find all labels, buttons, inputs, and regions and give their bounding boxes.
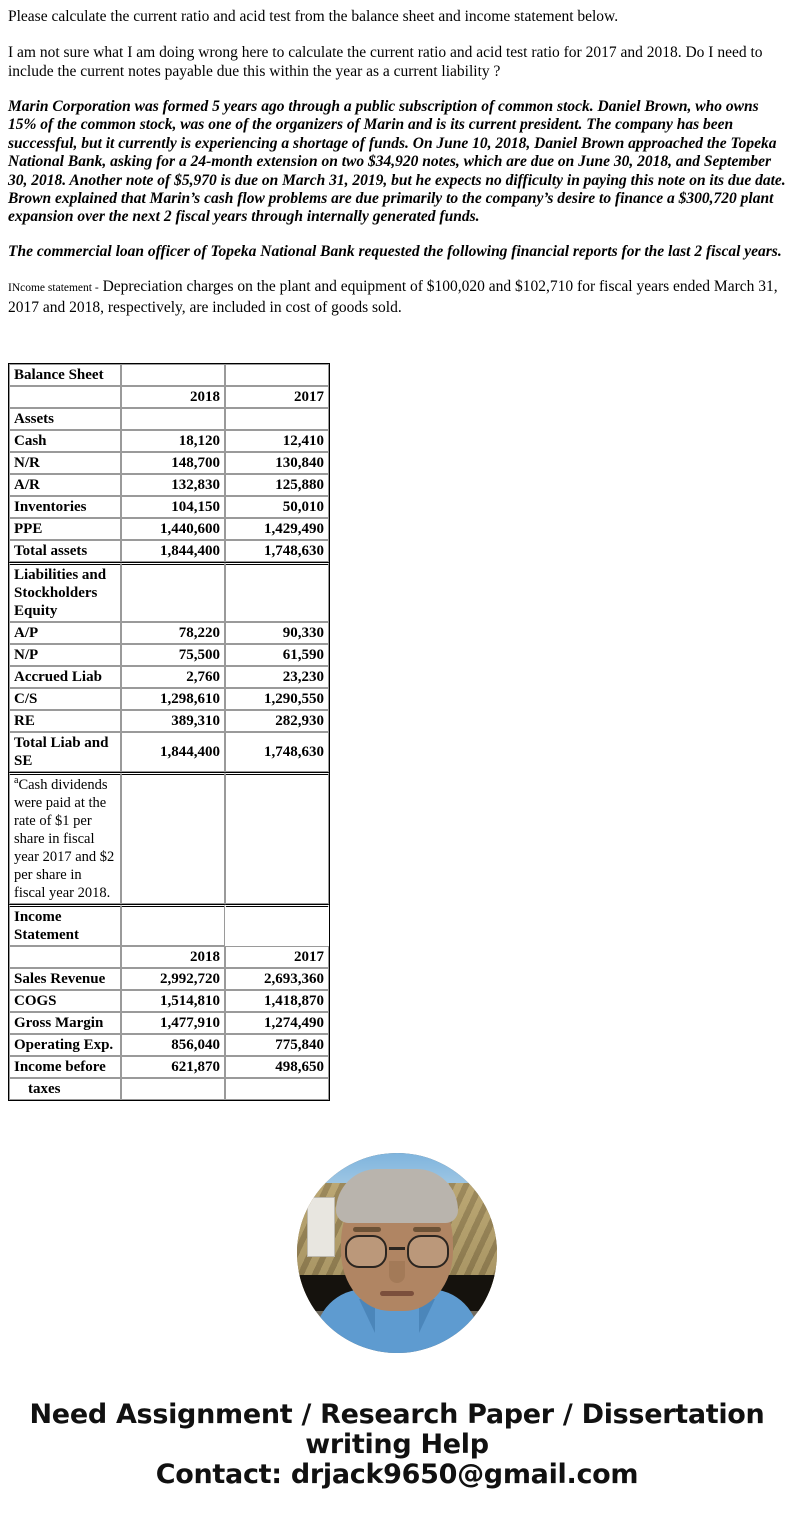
row-value-2017: 2,693,360 (225, 968, 329, 990)
financial-statements-table (8, 363, 330, 1101)
row-label: Gross Margin (9, 1012, 121, 1034)
row-value-2017: 90,330 (225, 622, 329, 644)
row-value-2017: 1,429,490 (225, 518, 329, 540)
row-value-2018: 132,830 (121, 474, 225, 496)
row-label: Cash (9, 430, 121, 452)
depreciation-note-text: Depreciation charges on the plant and equipment of $100,020 and $102,710 for fiscal years ended March 31, 2017 and 2018, respectively, are included in cost of goods sold. (8, 278, 778, 317)
assets-heading: Assets (9, 408, 121, 430)
row-value-2017: 12,410 (225, 430, 329, 452)
avatar-nose (389, 1261, 405, 1283)
row-value-2018 (121, 1078, 225, 1100)
row-label: PPE (9, 518, 121, 540)
row-value-2017: 1,290,550 (225, 688, 329, 710)
row-value-2017: 50,010 (225, 496, 329, 518)
table-row (9, 968, 329, 990)
equity-heading: Liabilities and Stockholders Equity (9, 562, 121, 622)
table-row (9, 666, 329, 688)
table-row (9, 430, 329, 452)
avatar-hair (336, 1169, 458, 1223)
avatar (297, 1153, 497, 1353)
promo-contact-email: Contact: drjack9650@gmail.com (155, 1459, 639, 1490)
depreciation-note (8, 277, 786, 317)
empty-cell (9, 386, 121, 408)
row-value-2017: 23,230 (225, 666, 329, 688)
row-value-2018: 1,477,910 (121, 1012, 225, 1034)
table-row-equity-heading (9, 562, 329, 622)
row-value-2018: 1,298,610 (121, 688, 225, 710)
doubt-paragraph: I am not sure what I am doing wrong here to calculate the current ratio and acid test ratio for 2017 and 2018. Do I need to include the current notes payable due this within the year as a current liability ? (8, 44, 763, 80)
bs-year-2017-header: 2017 (225, 386, 329, 408)
row-value-2017: 125,880 (225, 474, 329, 496)
row-label: N/R (9, 452, 121, 474)
table-row (9, 496, 329, 518)
bs-year-2018-header: 2018 (121, 386, 225, 408)
empty-cell (121, 364, 225, 386)
is-year-2018-header: 2018 (121, 946, 225, 968)
table-row (9, 990, 329, 1012)
table-row (9, 710, 329, 732)
table-row (9, 1078, 329, 1100)
promo-line-1: Need Assignment / Research Paper / Dissertation (29, 1399, 765, 1430)
row-label: Income before (9, 1056, 121, 1078)
row-label: Sales Revenue (9, 968, 121, 990)
avatar-eyebrow-right (413, 1227, 441, 1232)
avatar-mouth (380, 1291, 414, 1296)
table-row (9, 452, 329, 474)
row-value-2018: 1,514,810 (121, 990, 225, 1012)
table-row (9, 688, 329, 710)
income-statement-inline-label: INcome statement - (8, 282, 99, 295)
promo-footer (0, 1400, 794, 1490)
row-label: COGS (9, 990, 121, 1012)
glasses-bridge-icon (389, 1247, 405, 1250)
empty-cell (121, 772, 225, 904)
row-value-2018: 1,440,600 (121, 518, 225, 540)
row-value-2018: 104,150 (121, 496, 225, 518)
empty-cell (121, 562, 225, 622)
row-label: C/S (9, 688, 121, 710)
row-label: Inventories (9, 496, 121, 518)
row-value-2018: 2,992,720 (121, 968, 225, 990)
table-row (9, 540, 329, 562)
dividend-footnote (9, 772, 121, 904)
table-row-bs-years (9, 386, 329, 408)
row-label: RE (9, 710, 121, 732)
glasses-lens-right-icon (407, 1235, 449, 1268)
empty-cell (121, 408, 225, 430)
row-value-2018: 856,040 (121, 1034, 225, 1056)
table-row-assets-heading (9, 408, 329, 430)
row-value-2017: 61,590 (225, 644, 329, 666)
avatar-eyebrow-left (353, 1227, 381, 1232)
table-row (9, 622, 329, 644)
table-row (9, 518, 329, 540)
row-label: A/R (9, 474, 121, 496)
row-value-2018: 75,500 (121, 644, 225, 666)
is-year-2017-header: 2017 (225, 946, 329, 968)
table-row (9, 1056, 329, 1078)
promo-line-2: writing Help (305, 1429, 489, 1460)
row-label: Total Liab and SE (9, 732, 121, 772)
footnote-text: Cash dividends were paid at the rate of $1 per share in fiscal year 2017 and $2 per share in fiscal year 2018. (14, 777, 115, 901)
request-paragraph: The commercial loan officer of Topeka National Bank requested the following financial reports for the last 2 fiscal years. (8, 242, 782, 260)
row-value-2018: 148,700 (121, 452, 225, 474)
empty-cell (225, 904, 329, 946)
empty-cell (225, 408, 329, 430)
empty-cell (9, 946, 121, 968)
row-label: Accrued Liab (9, 666, 121, 688)
intro-paragraph: Please calculate the current ratio and acid test from the balance sheet and income statement below. (8, 8, 619, 25)
row-value-2017: 1,274,490 (225, 1012, 329, 1034)
table-row (9, 644, 329, 666)
footnote-marker: a (14, 775, 19, 787)
row-label: Operating Exp. (9, 1034, 121, 1056)
table-row-footnote (9, 772, 329, 904)
table-row (9, 1012, 329, 1034)
row-value-2018: 2,760 (121, 666, 225, 688)
row-value-2017 (225, 1078, 329, 1100)
row-value-2018: 389,310 (121, 710, 225, 732)
income-statement-title: Income Statement (9, 904, 121, 946)
table-row (9, 1034, 329, 1056)
financial-tables-wrapper (0, 363, 400, 1101)
row-label: taxes (9, 1078, 121, 1100)
table-row-balance-sheet-title (9, 364, 329, 386)
row-value-2018: 1,844,400 (121, 540, 225, 562)
empty-cell (225, 562, 329, 622)
table-row-is-years (9, 946, 329, 968)
row-value-2017: 775,840 (225, 1034, 329, 1056)
question-prose (0, 0, 794, 317)
row-value-2017: 1,418,870 (225, 990, 329, 1012)
row-value-2017: 498,650 (225, 1056, 329, 1078)
table-row-income-statement-title (9, 904, 329, 946)
balance-sheet-title: Balance Sheet (9, 364, 121, 386)
row-value-2018: 1,844,400 (121, 732, 225, 772)
empty-cell (225, 772, 329, 904)
row-value-2017: 1,748,630 (225, 540, 329, 562)
row-label: Total assets (9, 540, 121, 562)
avatar-background-panel (307, 1197, 335, 1257)
row-value-2017: 130,840 (225, 452, 329, 474)
row-label: N/P (9, 644, 121, 666)
financial-tables-clip (0, 345, 400, 1126)
row-value-2017: 1,748,630 (225, 732, 329, 772)
row-value-2017: 282,930 (225, 710, 329, 732)
row-value-2018: 78,220 (121, 622, 225, 644)
empty-cell (121, 904, 225, 946)
row-value-2018: 621,870 (121, 1056, 225, 1078)
glasses-lens-left-icon (345, 1235, 387, 1268)
table-row (9, 732, 329, 772)
empty-cell (225, 364, 329, 386)
table-row (9, 474, 329, 496)
avatar-container (0, 1153, 794, 1358)
scenario-paragraph: Marin Corporation was formed 5 years ago through a public subscription of common stock. Daniel Brown, who owns 15% of the common stock, was one of the organizers of Marin and is its current president. The company has been successful, but it currently is experiencing a shortage of funds. On June 10, 2018, Daniel Brown approached the Topeka National Bank, asking for a 24-month extension on two $34,920 notes, which are due on June 30, 2018, and September 30, 2018. Another note of $5,970 is due on March 31, 2019, but he expects no difficulty in paying this note on its due date. Brown explained that Marin’s cash flow problems are due primarily to the company’s desire to finance a $300,720 plant expansion over the next 2 fiscal years through internally generated funds. (8, 98, 786, 226)
row-value-2018: 18,120 (121, 430, 225, 452)
row-label: A/P (9, 622, 121, 644)
